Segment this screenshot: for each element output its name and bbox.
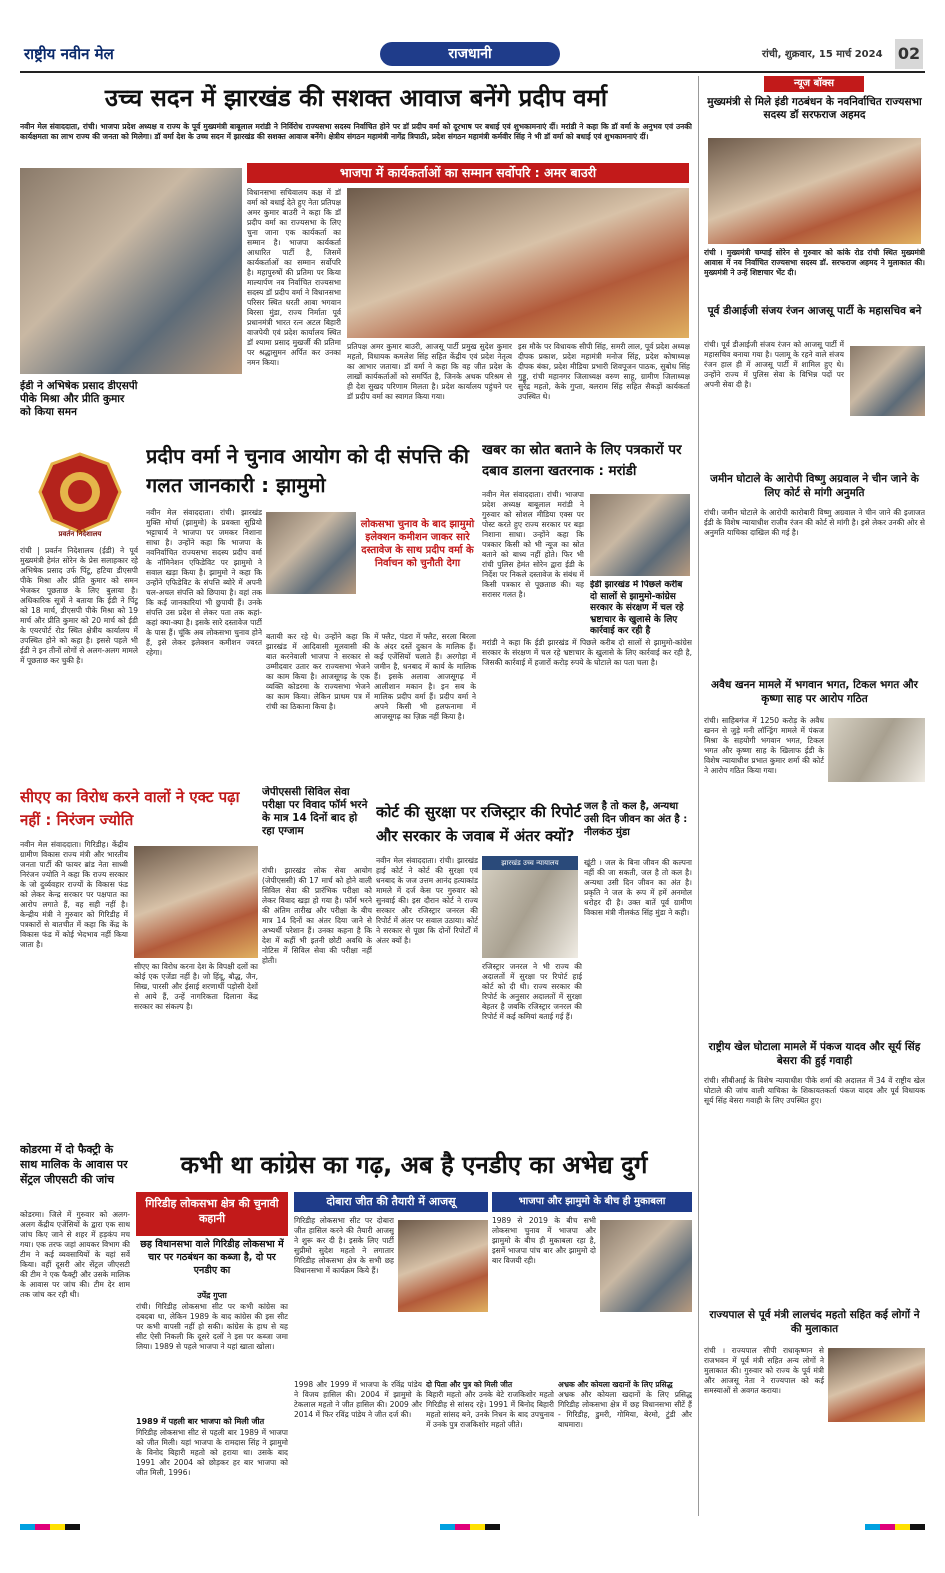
niranjan-headline: सीएए का विरोध करने वालों ने एक्ट पढ़ा नहीं : निरंजन ज्योति (20, 788, 240, 829)
marandi-body: नवीन मेल संवाददाता। रांची। भाजपा प्रदेश अध्यक्ष बाबूलाल मरांडी ने गुरुवार को सोशल मीडिया एक्स पर पोस्ट करते हुए राज्य सरकार पर बड़ा निशाना साधा। उन्होंने कहा कि पत्रकार किसी को भी न्यूज का स्रोत बताने को बाध्य नहीं होते। फिर भी रांची पुलिस हेमंत सोरेन द्वारा ईडी के निर्देश पर निकले दस्तावेज के संबंध में किसी पत्रकार से पूछताछ की। यह सरासर गलत है। (482, 490, 584, 599)
niranjan-body: नवीन मेल संवाददाता। गिरिडीह। केंद्रीय ग्रामीण विकास राज्य मंत्री और भारतीय जनता पार्टी की फायर ब्रांड नेता साध्वी निरंजन ज्योति ने कहा कि राज्य सरकार के जो दुर्व्यवहार राज्यों के विकास फंड को लेकर केन्द्र सरकार पर पक्षपात का आरोप लगाते हैं, वह सही नहीं है। केन्द्रीय मंत्री ने गुरुवार को गिरिडीह में पत्रकारों से बातचीत में कहा कि केंद्र के विकास फंड में कोई भेदभाव नहीं किया जाता है। (20, 840, 128, 949)
feature-sub-1: 1989 में पहली बार भाजपा को मिली जीत (136, 1417, 265, 1426)
lead-photo-statue (20, 168, 242, 374)
feature-box-3-body: 1989 से 2019 के बीच सभी लोकसभा चुनाव में भाजपा और झामुमो के बीच ही मुकाबला रहा है, इसमें भाजपा पांच बार और झामुमो दो बार विजयी रही। (492, 1216, 596, 1265)
ed-body: रांची | प्रवर्तन निदेशालय (ईडी) ने पूर्व मुख्यमंत्री हेमंत सोरेन के प्रेस सलाहकार रहे अभिषेक प्रसाद उर्फ पिंटू, हटिया डीएसपी पीके मिश्रा और प्रीति कुमार को समन भेजकर पूछताछ के लिए बुलाया है। अधिकारिक सूत्रों ने बताया कि ईडी ने पिंटू को 18 मार्च, डीएसपी पीके मिश्रा को 19 मार्च और प्रीति कुमार को 20 मार्च को ईडी के एयरपोर्ट रोड स्थित क्षेत्रीय कार्यालय में उपस्थित होने को कहा है। इससे पहले भी ईडी ने इन तीनों लोगों से अलग-अलग मामले में पूछताछ कर चुकी है। (20, 546, 138, 665)
feature-bottom-3 (558, 1380, 692, 1508)
ed-caption: ईडी ने अभिषेक प्रसाद डीएसपी पीके मिश्रा और प्रीति कुमार को किया समन (20, 380, 138, 418)
page-number: 02 (895, 39, 923, 69)
court-headline: कोर्ट की सुरक्षा पर रजिस्ट्रार की रिपोर्ट और सरकार के जवाब में अंतर क्यों? (376, 803, 582, 845)
koderma-headline: कोडरमा में दो फैक्ट्री के साथ मालिक के आवास पर सेंट्रल जीएसटी की जांच (20, 1143, 128, 1186)
feature-byline: उपेंद्र गुप्ता (197, 1291, 227, 1300)
feature-box-2-title: दोबारा जीत की तैयारी में आजसू (294, 1192, 488, 1212)
lead-headline: उच्च सदन में झारखंड की सशक्त आवाज बनेंगे प्रदीप वर्मा (104, 84, 608, 112)
sidebar-b3: रांची। जमीन घोटाले के आरोपी कारोबारी विष्णु अग्रवाल ने चीन जाने की इजाजत ईडी के विशेष न्यायाधीश राजीव रंजन की कोर्ट से मांगी है। इसे लेकर उनकी ओर से अनुमति याचिका दाखिल की गई है। (704, 508, 925, 537)
lead-body-2: प्रतिपक्ष अमर कुमार बाउरी, आजसू पार्टी प्रमुख सुदेश कुमार महतो, विधायक कमलेश सिंह सहित केंद्रीय एवं प्रदेश नेतृत्व का आभार जताया। डॉ वर्मा ने कहा कि वह जीत प्रदेश के लाखों कार्यकर्ताओं को समर्पित है, जिनके अथक परिश्रम से ही देश सुखद परिणाम मिलता है। प्रदेश कार्यालय पहुंचने पर डॉ प्रदीप वर्मा का स्वागत किया गया। (347, 342, 512, 401)
niranjan-photo (134, 846, 258, 958)
court-photo (482, 856, 578, 958)
lead-photo-felicitation (347, 188, 689, 338)
jmm-pullquote: लोकसभा चुनाव के बाद झामुमो इलेक्शन कमीशन जाकर सारे दस्तावेज के साथ प्रदीप वर्मा के निर्वाचन को चुनौती देगा (360, 519, 475, 569)
lead-intro: नवीन मेल संवाददाता, रांची। भाजपा प्रदेश अध्यक्ष व राज्य के पूर्व मुख्यमंत्री बाबूलाल मरांडी ने निर्विरोध राज्यसभा सदस्य निर्वाचित होने पर डॉ प्रदीप वर्मा को दूरभाष पर बधाई एवं शुभकामनाएं दीं। मरांडी ने कहा कि डॉ वर्मा के अनुभव एवं उनकी कार्यक्षमता का लाभ राज्य की जनता को मिलेगा। डॉ वर्मा देश के उच्च सदन में झारखंड की सशक्त आवाज बनेंगे। क्षेत्रीय संगठन महामंत्री नागेंद्र त्रिपाठी, प्रदेश संगठन महामंत्री कर्मवीर सिंह ने भी डॉ वर्मा को बधाई एवं शुभकामनाएं दीं। (20, 122, 692, 141)
feature-headline: कभी था कांग्रेस का गढ़, अब है एनडीए का अभेद्य दुर्ग (180, 1151, 648, 1179)
sidebar-b6: रांची । राज्यपाल सीपी राधाकृष्णन से राजभवन में पूर्व मंत्री सहित अन्य लोगों ने मुलाकात की। गुरुवार को राज्य के पूर्व मंत्री और आजसू नेता ने राज्यपाल को कई समस्याओं से अवगत कराया। (704, 1346, 824, 1395)
court-body: नवीन मेल संवाददाता। रांची। झारखंड हाई कोर्ट ने कोर्ट की सुरक्षा एवं धनबाद के जज उत्तम आनंद हत्याकांड मामले में दर्ज केस पर गुरुवार को सुनवाई की। इस दौरान कोर्ट ने राज्य सरकार और रजिस्ट्रार जनरल की रिपोर्ट में अंतर पर सवाल उठाया। कोर्ट ने सरकार से पूछा कि दोनों रिपोर्टों में अंतर क्यों है। (376, 856, 478, 945)
sidebar-b4-cont (704, 810, 925, 1030)
koderma-body: कोडरमा। जिले में गुरुवार को अलग-अलग केंद्रीय एजेंसियों के द्वारा एक साथ जांच किए जाने से शहर में हड़कंप मच गया। एक तरफ जहां आयकर विभाग की टीम ने कई व्यवसायियों के यहां सर्वे किया। वहीं दूसरी ओर सेंट्रल जीएसटी की टीम ने एक फैक्ट्री और उसके मालिक के आवास पर जांच की। टीम देर शाम तक जांच कर रही थी। (20, 1210, 130, 1299)
jpsc-body: रांची। झारखंड लोक सेवा आयोग (जेपीएससी) की 17 मार्च को होने वाली सिविल सेवा की प्रारंभिक परीक्षा को लेकर विवाद खड़ा हो गया है। फॉर्म भरने की अंतिम तारीख और परीक्षा के बीच मात्र 14 दिनों का अंतर दिया जाने से अभ्यर्थी परेशान हैं। उनका कहना है कि देश में कहीं भी इतनी छोटी अवधि के नोटिस में सिविल सेवा की परीक्षा नहीं होती। (262, 866, 372, 965)
feature-deck: छह विधानसभा वाले गिरिडीह लोकसभा में चार पर गठबंधन का कब्जा है, दो पर एनडीए का (140, 1239, 284, 1276)
marandi-headline: खबर का स्रोत बताने के लिए पत्रकारों पर दबाव डालना खतरनाक : मरांडी (482, 442, 682, 479)
marandi-photo (590, 494, 690, 576)
marandi-quote-body: खूंटी । जल के बिना जीवन की कल्पना नहीं की जा सकती, जल है तो कल है। अन्यथा उसी दिन जीवन का अंत है। प्रकृति ने जल के रूप में हमें अनमोल धरोहर दी है। उक्त बातें पूर्व ग्रामीण विकास मंत्री नीलकंठ सिंह मुंडा ने कही। (584, 858, 692, 917)
court-photo-caption: झारखंड उच्च न्यायालय (482, 856, 578, 870)
jmm-headline: प्रदीप वर्मा ने चुनाव आयोग को दी संपत्ति की गलत जानकारी : झामुमो (146, 444, 469, 497)
feature-tag: गिरिडीह लोकसभा क्षेत्र की चुनावी कहानी (136, 1192, 288, 1236)
feature-bottom-2-body: बिहारी महतो और उनके बेटे राजकिशोर महतो गिरिडीह से सांसद रहे। 1991 में बिनोद बिहारी महतो सांसद बने, उनके निधन के बाद उपचुनाव में उनके पुत्र राजकिशोर महतो जीते। (426, 1390, 554, 1429)
sidebar-h4: अवैध खनन मामले में भगवान भगत, टिकल भगत और कृष्णा साह पर आरोप गठित (711, 679, 918, 705)
sidebar-b5: रांची। सीबीआई के विशेष न्यायाधीश पीके शर्मा की अदालत में 34 वें राष्ट्रीय खेल घोटाले की जांच वाली याचिका के शिकायतकर्ता पंकज यादव और पूर्व विधायक सूर्य सिंह बेसरा गवाही के लिए उपस्थित हुए। (704, 1076, 925, 1105)
jmm-body-3: में फ्लैट, पंडरा में फ्लैट, सरला बिरला के अंदर दस्तें दुकान के मालिक हैं। कई एजेंसियों चलाते हैं। अरगोड़ा में जमीन है, धनबाद में कार्य के मालिक हैं। इसके अलावा आजसूगढ़ में आलीशान मकान है। इन सब के मालिक प्रदीप वर्मा हैं। प्रदीप वर्मा ने अपने किसी भी हलफनामा में आजसूगढ़ का ज़िक्र नहीं किया है। (374, 632, 476, 721)
lead-body-1: विधानसभा सचिवालय कक्ष में डॉ वर्मा को बधाई देते हुए नेता प्रतिपक्ष अमर कुमार बाउरी ने कहा कि डॉ प्रदीप वर्मा का राज्यसभा के लिए चुना जाना एक कार्यकर्ता का सम्मान है। भाजपा कार्यकर्ता आधारित पार्टी है, जिसमें कार्यकर्ताओं का सम्मान सर्वोपरि है। महापुरुषों की प्रतिमा पर किया माल्यार्पण नव निर्वाचित राज्यसभा सदस्य डॉ प्रदीप वर्मा ने विधानसभा परिसर स्थित धरती आबा भगवान बिरसा मुंडा, राज्य निर्माता पूर्व प्रधानमंत्री भारत रत्न अटल बिहारी वाजपेयी एवं प्रदेश कार्यालय स्थित डॉ श्यामा प्रसाद मुखर्जी की प्रतिमा पर श्रद्धासुमन अर्पित कर उनका नमन किया। (247, 188, 341, 367)
sidebar-h2: पूर्व डीआईजी संजय रंजन आजसू पार्टी के महासचिव बने (707, 305, 922, 317)
feature-bottom-3-title: अभ्रक और कोयला खदानों के लिए प्रसिद्ध (558, 1380, 673, 1389)
sidebar-c1: रांची । मुख्यमंत्री चम्पाई सोरेन से गुरुवार को कांके रोड रांची स्थित मुख्यमंत्री आवास में नव निर्वाचित राज्यसभा सदस्य डॉ. सरफराज अहमद ने मुलाकात की। मुख्यमंत्री ने उन्हें शिष्टाचार भेंट दी। (704, 248, 925, 277)
sidebar-photo-3 (828, 718, 925, 782)
marandi-caption: ईडी झारखंड में पिछले करीब दो सालों से झामुमो-कांग्रेस सरकार के संरक्षण में चल रहे भ्रष्टाचार के खुलासे के लिए कार्रवाई कर रही है (590, 580, 684, 636)
jmm-photo (266, 512, 356, 594)
feature-bottom-1: 1998 और 1999 में भाजपा के रविंद्र पांडेय ने विजय हासिल की। 2004 में झामुमो के टेकलाल महतो ने जीत हासिल की। 2009 और 2014 में फिर रविंद्र पांडेय ने जीत दर्ज की। (294, 1380, 422, 1419)
lead-banner: भाजपा में कार्यकर्ताओं का सम्मान सर्वोपरि : अमर बाउरी (247, 163, 689, 183)
feature-body: रांची। गिरिडीह लोकसभा सीट पर कभी कांग्रेस का दबदबा था, लेकिन 1989 के बाद कांग्रेस की इस सीट पर कभी वापसी नहीं हो सकी। कांग्रेस के हाथ से यह सीट ऐसी निकली कि दूसरे दलों ने इस पर कब्जा जमा लिया। 1989 से पहले भाजपा ने यहां खाता खोला। (136, 1302, 288, 1351)
feature-bottom-2 (426, 1380, 554, 1508)
jmm-body-2: बतायी कर रहे थे। उन्होंने कहा कि झारखंड में आदिवासी मूलवासी की बात करनेवाली भाजपा ने सरकार से उम्मीदवार उतार कर राज्यसभा भेजने का काम किया है। आजसूगढ़ के एक व्यक्ति कोडरमा के राज्यसभा भेजने का काम किया। लेकिन प्राथम पत्र में रांची का ठिकाना किया है। (266, 632, 370, 711)
jmm-body: नवीन मेल संवाददाता। रांची। झारखंड मुक्ति मोर्चा (झामुमो) के प्रवक्ता सुप्रियो भट्टाचार्य ने भाजपा पर जमकर निशाना साधा है। उन्होंने कहा कि भाजपा के नवनिर्वाचित राज्यसभा सदस्य प्रदीप वर्मा के नॉमिनेशन एफिडेविट पर झामुमो ने सवाल खड़ा किया है। झामुमो ने कहा कि उन्होंने एफिडेविट के संपत्ति ब्योरे में अपनी चल-अचल संपत्ति को छिपाया है। वहां तक कि कई जानकारियां भी छुपायी हैं। उनके संपत्ति उस प्रदेश से लेकर पता तक कहां-कहां क्या-क्या है। इसके सारे दस्तावेज पार्टी के पास हैं। चूंकि अब लोकसभा चुनाव होने हैं, इसे लेकर इलेक्शन कमीशन ज्वरत रहेगा। (146, 508, 262, 657)
ed-logo (30, 450, 130, 542)
feature-sub-1-body: गिरिडीह लोकसभा सीट से पहली बार 1989 में भाजपा को जीत मिली। यहां भाजपा के रामदास सिंह ने झामुमो के विनोद बिहारी महतो को हराया था। उसके बाद 1991 और 2004 को छोड़कर हर बार भाजपा को जीत मिली, 1996। (136, 1428, 288, 1477)
dateline: रांची, शुक्रवार, 15 मार्च 2024 (762, 49, 883, 60)
marandi-body-2: मरांडी ने कहा कि ईडी झारखंड में पिछले करीब दो सालों से झामुमो-कांग्रेस सरकार के संरक्षण में चल रहे भ्रष्टाचार के खुलासे के लिए कार्रवाई कर रही है, जिसकी कार्रवाई में हजारों करोड़ रुपये के घोटाले का पता चला है। (482, 638, 692, 667)
sidebar-b4: रांची। साहिबगंज में 1250 करोड़ के अवैध खनन से जुड़े मनी लॉन्ड्रिंग मामले में पंकज मिश्रा के सहयोगी भगवान भगत, टिकल भगत और कृष्णा साह के खिलाफ ईडी के विशेष न्यायाधीश प्रभात कुमार शर्मा की कोर्ट ने आरोप गठित किया गया। (704, 716, 824, 775)
feature-box-2-body: गिरिडीह लोकसभा सीट पर दोबारा जीत हासिल करने की तैयारी आजसू ने शुरू कर दी है। इसके लिए पार्टी सुप्रीमो सुदेश महतो ने लगातार गिरिडीह लोकसभा क्षेत्र के सभी छह विधानसभा में कार्यक्रम किये हैं। (294, 1216, 394, 1275)
feature-photo-2 (600, 1220, 692, 1312)
feature-bottom-2-title: दो पिता और पुत्र को मिली जीत (426, 1380, 513, 1389)
jpsc-headline: जेपीएससी सिविल सेवा परीक्षा पर विवाद फॉर्म भरने के मात्र 14 दिनों बाद हो रहा एग्जाम (262, 786, 368, 837)
sidebar-photo-1 (708, 138, 921, 244)
sidebar-photo-2 (850, 346, 925, 416)
section-tab: राजधानी (380, 42, 560, 66)
feature-photo-1 (398, 1220, 488, 1312)
sidebar-label: न्यूज बॉक्स (764, 76, 864, 92)
niranjan-body-2: सीएए का विरोध करना देश के विपक्षी दलों का कोई एक एजेंडा नहीं है। जो हिंदू, बौद्ध, जैन, सिख, पारसी और ईसाई शरणार्थी पड़ोसी देशों से आये हैं, उन्हें नागरिकता दिलाना केंद्र सरकार का संकल्प है। (134, 962, 258, 1011)
sidebar-b2: रांची। पूर्व डीआईजी संजय रंजन को आजसू पार्टी में महासचिव बनाया गया है। पलामू के रहने वाले संजय रंजन हाल ही में आजसू पार्टी में शामिल हुए थे। उन्होंने राज्य में पुलिस सेवा के विभिन्न पदों पर अपनी सेवा दी है। (704, 340, 844, 389)
sidebar-h3: जमीन घोटाले के आरोपी विष्णु अग्रवाल ने चीन जाने के लिए कोर्ट से मांगी अनुमति (710, 473, 919, 499)
footer-color-bar (20, 1522, 925, 1532)
paper-name: राष्ट्रीय नवीन मेल (24, 45, 114, 63)
masthead (20, 38, 925, 74)
sidebar-photo-4 (828, 1348, 925, 1422)
sidebar-h6: राज्यपाल से पूर्व मंत्री लालचंद महतो सहित कई लोगों ने की मुलाकात (709, 1309, 920, 1335)
feature-box-3-title: भाजपा और झामुमो के बीच ही मुकाबला (492, 1192, 692, 1212)
marandi-quote: जल है तो कल है, अन्यथा उसी दिन जीवन का अंत है : नीलकंठ मुंडा (584, 801, 688, 838)
sidebar (704, 76, 925, 1516)
ed-logo-text: प्रवर्तन निदेशालय (58, 530, 102, 538)
feature-bottom-3-body: अभ्रक और कोयला खदानों के लिए प्रसिद्ध गिरिडीह लोकसभा क्षेत्र में छह विधानसभा सीटें हैं - गिरिडीह, डुमरी, गोमिया, बेरमो, टुंडी और बाघमारा। (558, 1390, 692, 1429)
court-body-2: रजिस्ट्रार जनरल ने भी राज्य की अदालतों में सुरक्षा पर रिपोर्ट हाई कोर्ट को दी थी। राज्य सरकार की रिपोर्ट के अनुसार अदालतों में सुरक्षा बेहतर है जबकि रजिस्ट्रार जनरल की रिपोर्ट में कई कमियां बताई गई हैं। (482, 962, 582, 1021)
sidebar-h1: मुख्यमंत्री से मिले इंडी गठबंधन के नवनिर्वाचित राज्यसभा सदस्य डॉ सरफराज अहमद (707, 96, 922, 121)
lead-body-3: इस मौके पर विधायक सीपी सिंह, समरी लाल, पूर्व प्रदेश अध्यक्ष दीपक प्रकाश, प्रदेश महामंत्री मनोज सिंह, प्रदेश कोषाध्यक्ष दीपक बंका, प्रदेश मीडिया प्रभारी शिवपूजन पाठक, सुबोध सिंह गुड्डू, रांची महानगर जिलाध्यक्ष वरुण साहू, ग्रामीण जिलाध्यक्ष सुरेंद्र महतो, केके गुप्ता, बलराम सिंह सहित सैकड़ों कार्यकर्ता उपस्थित थे। (518, 342, 690, 401)
sidebar-h5: राष्ट्रीय खेल घोटाला मामले में पंकज यादव और सूर्य सिंह बेसरा की हुई गवाही (708, 1041, 921, 1067)
